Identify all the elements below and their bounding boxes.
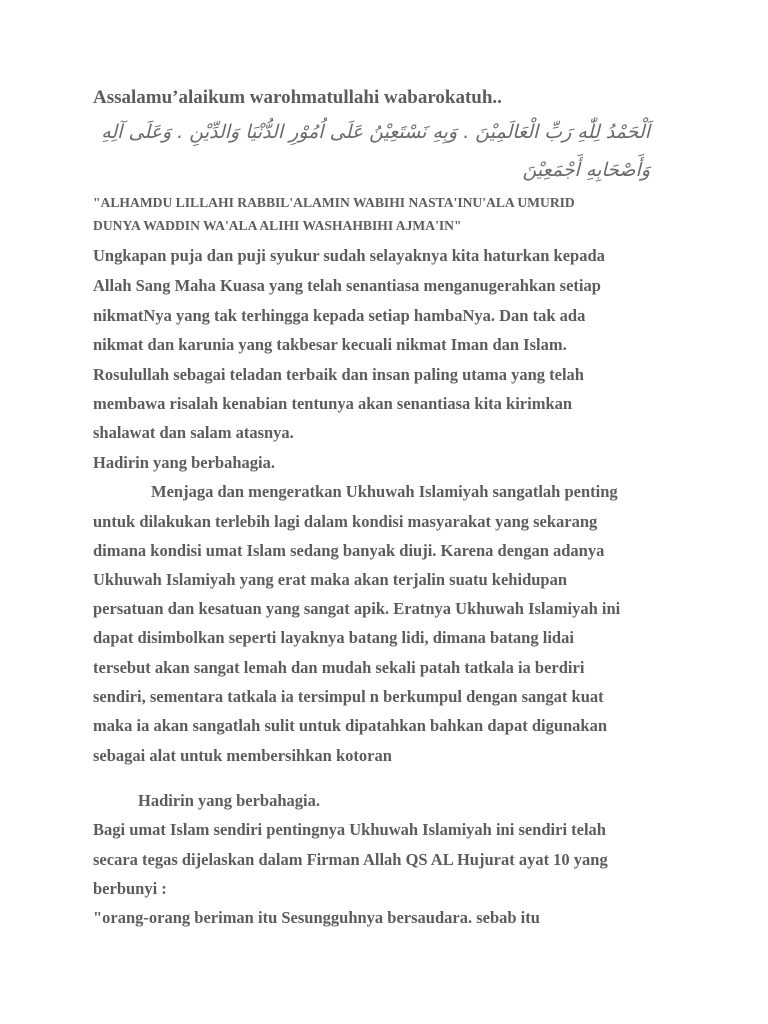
arabic-opening-line-1: اَلْحَمْدُ لِلّٰهِ رَبِّ الْعَالَمِيْنَ . وَبِهِ نَسْتَعِيْنُ عَلَى اُمُوْرِ الدُّنْيَا وَالدِّيْنِ . وَعَلَى آلِهِ	[101, 121, 650, 143]
body-line-16: sendiri, sementara tatkala ia tersimpul n berkumpul dengan sangat kuat	[93, 687, 604, 706]
transliteration-line-2: DUNYA WADDIN WA'ALA ALIHI WASHAHBIHI AJMA'IN"	[93, 218, 462, 233]
body-line-14: dapat disimbolkan seperti layaknya batang lidi, dimana batang lidai	[93, 628, 574, 647]
body-line-3: nikmatNya yang tak terhingga kepada setiap hambaNya. Dan tak ada	[93, 306, 586, 325]
body-line-1: Ungkapan puja dan puji syukur sudah selayaknya kita haturkan kepada	[93, 246, 605, 265]
body-line-2: Allah Sang Maha Kuasa yang telah senantiasa menganugerahkan setiap	[93, 276, 601, 295]
body-line-4: nikmat dan karunia yang takbesar kecuali nikmat Iman dan Islam.	[93, 335, 567, 354]
section-heading-hadirin-2: Hadirin yang berbahagia.	[138, 791, 320, 810]
body-line-17: maka ia akan sangatlah sulit untuk dipatahkan bahkan dapat digunakan	[93, 716, 608, 735]
body-line-23: "orang-orang beriman itu Sesungguhnya bersaudara. sebab itu	[93, 908, 540, 927]
body-line-20: Bagi umat Islam sendiri pentingnya Ukhuwah Islamiyah ini sendiri telah	[93, 820, 606, 839]
body-line-11: dimana kondisi umat Islam sedang banyak diuji. Karena dengan adanya	[93, 541, 605, 560]
body-line-22: berbunyi :	[93, 879, 167, 898]
body-line-6: membawa risalah kenabian tentunya akan senantiasa kita kirimkan	[93, 394, 573, 413]
section-heading-hadirin-1: Hadirin yang berbahagia.	[93, 453, 275, 472]
transliteration-line-1: "ALHAMDU LILLAHI RABBIL'ALAMIN WABIHI NASTA'INU'ALA UMURID	[93, 195, 575, 210]
body-line-10: untuk dilakukan terlebih lagi dalam kondisi masyarakat yang sekarang	[93, 512, 598, 531]
body-line-5: Rosulullah sebagai teladan terbaik dan insan paling utama yang telah	[93, 365, 584, 384]
greeting-heading: Assalamu’alaikum warohmatullahi wabarokatuh..	[93, 87, 502, 108]
body-line-12: Ukhuwah Islamiyah yang erat maka akan terjalin suatu kehidupan	[93, 570, 568, 589]
body-line-13: persatuan dan kesatuan yang sangat apik. Eratnya Ukhuwah Islamiyah ini	[93, 599, 621, 618]
body-line-18: sebagai alat untuk membersihkan kotoran	[93, 746, 392, 765]
arabic-opening-line-2: وَأَصْحَابِهِ أَجْمَعِيْنَ	[522, 159, 650, 181]
body-line-15: tersebut akan sangat lemah dan mudah sekali patah tatkala ia berdiri	[93, 658, 585, 677]
body-line-7: shalawat dan salam atasnya.	[93, 423, 294, 442]
body-line-21: secara tegas dijelaskan dalam Firman Allah QS AL Hujurat ayat 10 yang	[93, 850, 608, 869]
body-line-9: Menjaga dan mengeratkan Ukhuwah Islamiyah sangatlah penting	[151, 482, 618, 501]
